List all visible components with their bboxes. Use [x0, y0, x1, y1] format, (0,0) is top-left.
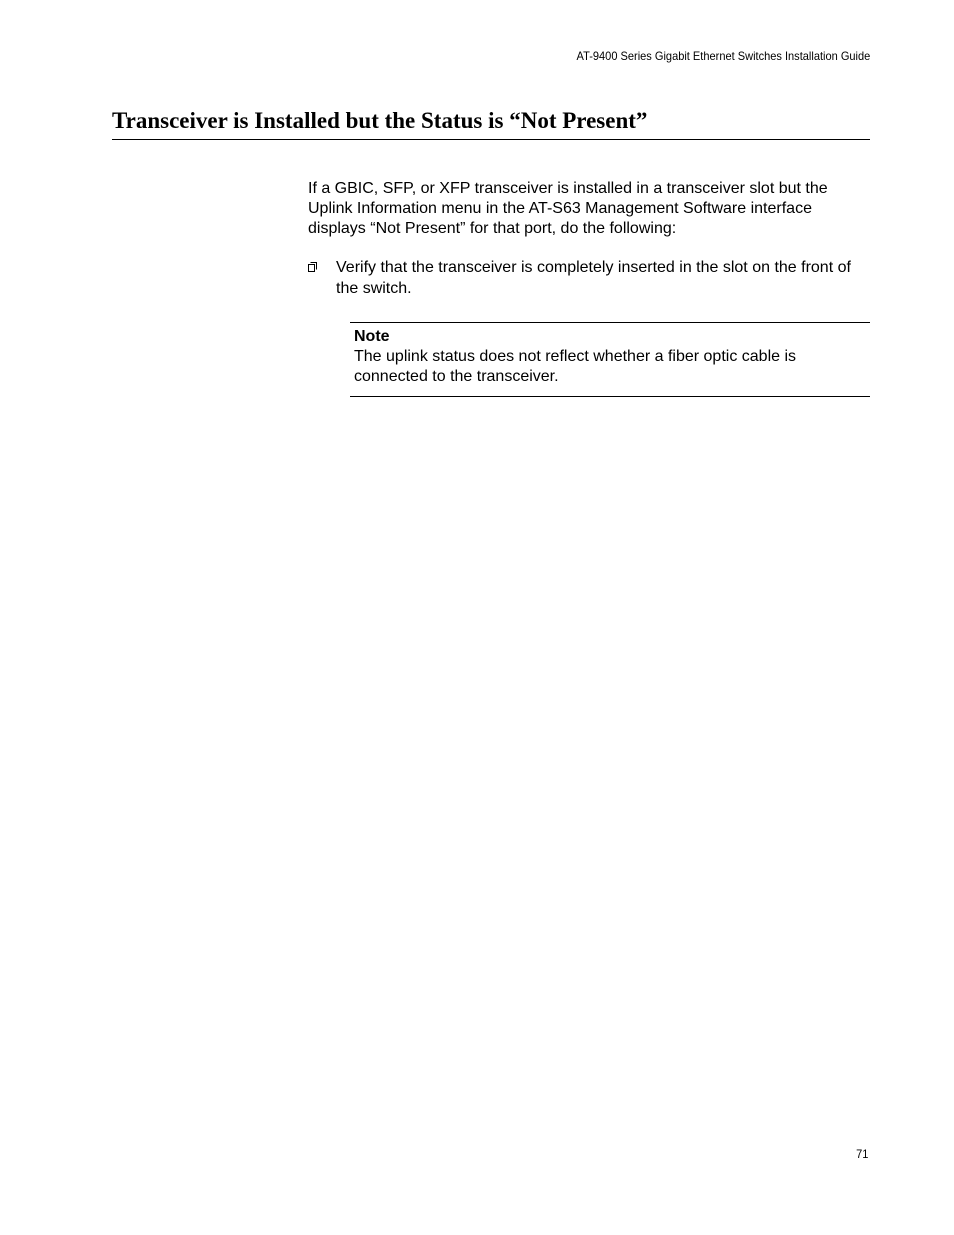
list-item — [308, 257, 870, 299]
step-text: Verify that the transceiver is completely inserted in the slot on the front of the switch. — [336, 259, 851, 297]
note-box — [350, 322, 870, 397]
intro-paragraph: If a GBIC, SFP, or XFP transceiver is installed in a transceiver slot but the Uplink Information menu in the AT-S63 Management Software interface displays “Not Present” for that port, do the following: — [308, 180, 828, 237]
checkbox-icon — [308, 262, 317, 272]
step-list — [308, 257, 870, 299]
page-number: 71 — [855, 1147, 868, 1161]
note-heading: Note — [354, 328, 390, 345]
note-text: The uplink status does not reflect whether a fiber optic cable is connected to the transceiver. — [354, 348, 797, 385]
section-title: Transceiver is Installed but the Status is “Not Present” — [112, 107, 870, 140]
running-header: AT-9400 Series Gigabit Ethernet Switches Installation Guide — [576, 49, 870, 63]
